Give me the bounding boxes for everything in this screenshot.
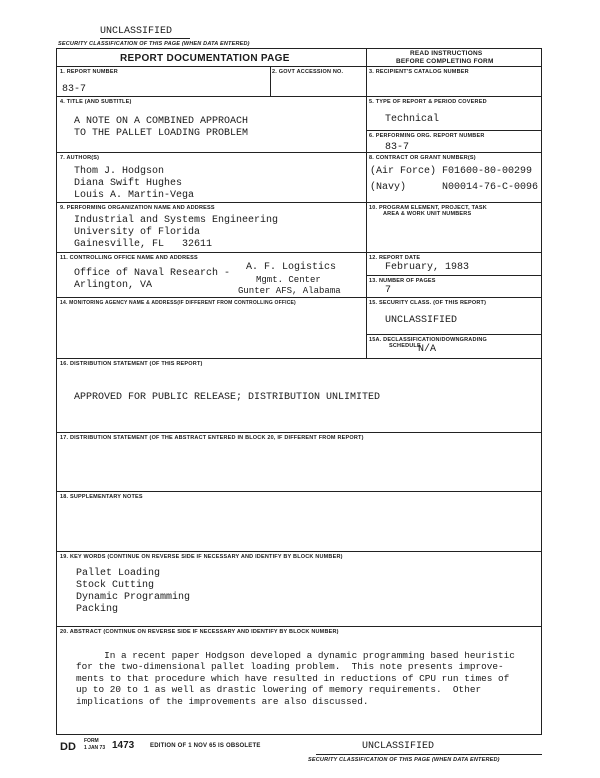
instructions-line2: BEFORE COMPLETING FORM — [396, 58, 494, 65]
footer-classification-underline — [316, 754, 542, 755]
abstract-label: 20. ABSTRACT (CONTINUE ON REVERSE SIDE IF NECESSARY AND IDENTIFY BY BLOCK NUMBER) — [60, 629, 339, 635]
abstract-line-3: ments to that procedure which have resulted in reductions of CPU run times of — [76, 672, 510, 684]
abstract-body — [76, 638, 515, 719]
report-number-value: 83-7 — [62, 84, 87, 95]
author-2: Diana Swift Hughes — [74, 178, 183, 189]
performing-org-report-label: 6. PERFORMING ORG. REPORT NUMBER — [369, 133, 485, 139]
performing-org-label: 9. PERFORMING ORGANIZATION NAME AND ADDRESS — [60, 205, 215, 211]
key-word-2: Stock Cutting — [76, 580, 155, 591]
abstract-line-1: In a recent paper Hodgson developed a dynamic programming based heuristic — [76, 649, 515, 661]
distribution-abstract-label: 17. DISTRIBUTION STATEMENT (OF THE ABSTRACT ENTERED IN BLOCK 20, IF DIFFERENT FROM REPORT) — [60, 435, 364, 441]
row-line-header — [56, 66, 542, 67]
performing-org-line3: Gainesville, FL 32611 — [74, 239, 213, 250]
performing-org-line1: Industrial and Systems Engineering — [74, 215, 279, 226]
footer-classification: UNCLASSIFIED — [362, 741, 435, 752]
performing-org-report-value: 83-7 — [385, 142, 410, 153]
top-classification: UNCLASSIFIED — [100, 26, 173, 37]
report-type-label: 5. TYPE OF REPORT & PERIOD COVERED — [369, 99, 487, 105]
author-3: Louis A. Martin-Vega — [74, 190, 195, 201]
security-class-label: 15. SECURITY CLASS. (OF THIS REPORT) — [369, 300, 487, 306]
program-element-label-1: 10. PROGRAM ELEMENT, PROJECT, TASK — [369, 205, 487, 211]
row-line-18 — [56, 551, 542, 552]
authors-label: 7. AUTHOR(S) — [60, 155, 100, 161]
program-element-label-2: AREA & WORK UNIT NUMBERS — [383, 211, 472, 217]
supplementary-label: 18. SUPPLEMENTARY NOTES — [60, 494, 143, 500]
key-word-1: Pallet Loading — [76, 568, 161, 579]
title-line2: TO THE PALLET LOADING PROBLEM — [74, 128, 249, 139]
instructions-line1: READ INSTRUCTIONS — [410, 50, 483, 57]
top-security-caption: SECURITY CLASSIFICATION OF THIS PAGE (WHEN DATA ENTERED) — [58, 41, 250, 47]
govt-accession-label: 2. GOVT ACCESSION NO. — [272, 69, 344, 75]
govt-accession-divider — [270, 66, 271, 96]
declassification-label-2: SCHEDULE — [389, 343, 421, 349]
controlling-office-right3: Gunter AFS, Alabama — [238, 286, 341, 296]
row-line-5 — [366, 130, 542, 131]
row-line-10 — [56, 252, 542, 253]
footer-form-word: FORM — [84, 738, 99, 744]
controlling-office-right2: Mgmt. Center — [256, 275, 321, 285]
top-classification-underline — [100, 38, 190, 39]
contract-line2: (Navy) N00014-76-C-0096 — [370, 182, 539, 193]
report-number-label: 1. REPORT NUMBER — [60, 69, 118, 75]
contract-label: 8. CONTRACT OR GRANT NUMBER(S) — [369, 155, 476, 161]
row-line-12 — [366, 275, 542, 276]
author-1: Thom J. Hodgson — [74, 166, 165, 177]
form-title: REPORT DOCUMENTATION PAGE — [120, 53, 290, 64]
key-words-label: 19. KEY WORDS (CONTINUE ON REVERSE SIDE IF NECESSARY AND IDENTIFY BY BLOCK NUMBER) — [60, 554, 343, 560]
key-word-3: Dynamic Programming — [76, 592, 191, 603]
row-line-8 — [56, 202, 542, 203]
row-line-19 — [56, 626, 542, 627]
row-line-17 — [56, 491, 542, 492]
footer-form-date: 1 JAN 73 — [84, 745, 106, 751]
row-line-6 — [56, 152, 542, 153]
title-label: 4. TITLE (AND SUBTITLE) — [60, 99, 132, 105]
report-date-value: February, 1983 — [385, 262, 470, 273]
report-date-label: 12. REPORT DATE — [369, 255, 421, 261]
row-line-15a — [56, 358, 542, 359]
footer-form-number: 1473 — [112, 740, 135, 751]
abstract-line-2: for the two-dimensional pallet loading problem. This note presents improve- — [76, 661, 504, 672]
abstract-line-4: up to 20 to 1 as well as drastic lowering of memory requirements. Other — [76, 684, 482, 695]
row-line-16 — [56, 432, 542, 433]
declassification-label-1: 15A. DECLASSIFICATION/DOWNGRADING — [369, 337, 488, 343]
footer-edition: EDITION OF 1 NOV 65 IS OBSOLETE — [150, 743, 261, 749]
row-line-1 — [56, 96, 542, 97]
performing-org-line2: University of Florida — [74, 227, 201, 238]
distribution-value: APPROVED FOR PUBLIC RELEASE; DISTRIBUTION UNLIMITED — [74, 392, 381, 403]
distribution-label: 16. DISTRIBUTION STATEMENT (OF THIS REPORT) — [60, 361, 203, 367]
title-line1: A NOTE ON A COMBINED APPROACH — [74, 116, 249, 127]
controlling-office-left2: Arlington, VA — [74, 280, 153, 291]
security-class-value: UNCLASSIFIED — [385, 315, 458, 326]
monitoring-agency-label: 14. MONITORING AGENCY NAME & ADDRESS(IF DIFFERENT FROM CONTROLLING OFFICE) — [60, 300, 296, 306]
controlling-office-left1: Office of Naval Research - — [74, 268, 231, 279]
contract-line1: (Air Force) F01600-80-00299 — [370, 166, 533, 177]
declassification-value: N/A — [418, 344, 437, 355]
controlling-office-label: 11. CONTROLLING OFFICE NAME AND ADDRESS — [60, 255, 198, 261]
report-type-value: Technical — [385, 114, 440, 125]
recipient-catalog-label: 3. RECIPIENT'S CATALOG NUMBER — [369, 69, 469, 75]
row-line-15 — [366, 334, 542, 335]
key-word-4: Packing — [76, 604, 119, 615]
row-line-13 — [56, 297, 542, 298]
column-divider — [366, 48, 367, 358]
num-pages-label: 13. NUMBER OF PAGES — [369, 278, 436, 284]
controlling-office-right1: A. F. Logistics — [246, 262, 337, 273]
abstract-line-5: implications of the improvements are also discussed. — [76, 695, 369, 707]
footer-security-caption: SECURITY CLASSIFICATION OF THIS PAGE (WHEN DATA ENTERED) — [308, 757, 500, 763]
footer-dd: DD — [60, 741, 76, 753]
num-pages-value: 7 — [385, 285, 392, 296]
